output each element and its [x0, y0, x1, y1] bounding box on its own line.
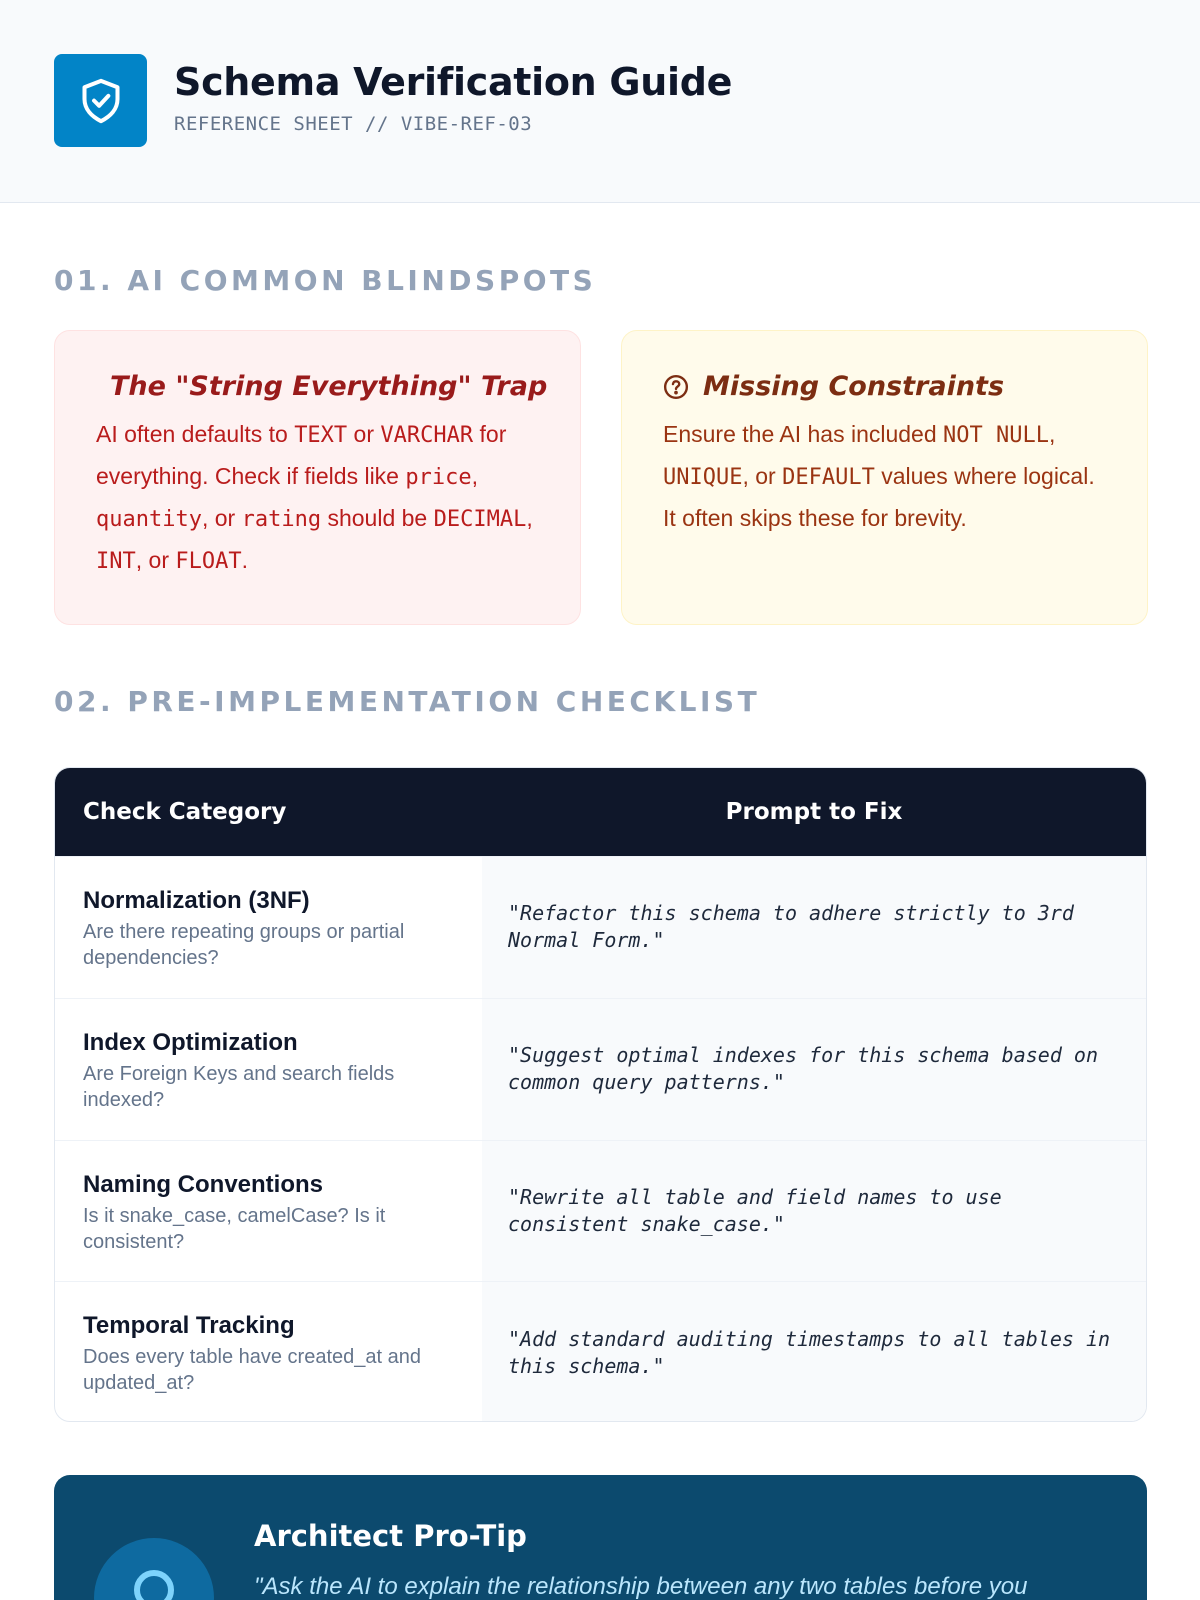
code-token: rating [241, 507, 322, 532]
card-title [663, 371, 1107, 402]
code-token: DECIMAL [433, 507, 527, 532]
logo [54, 54, 147, 147]
pro-tip-banner [54, 1475, 1147, 1600]
question-circle-icon [663, 374, 689, 400]
code-token: price [405, 465, 472, 490]
code-token: UNIQUE [663, 465, 743, 490]
section-heading-blindspots: 01. AI COMMON BLINDSPOTS [54, 264, 597, 297]
code-token: quantity [96, 507, 202, 532]
card-title [96, 371, 548, 402]
body-text: , [1049, 421, 1056, 447]
code-token: DEFAULT [782, 465, 875, 490]
column-header-category: Check Category [83, 799, 287, 825]
code-token: NOT NULL [943, 423, 1049, 448]
tip-title: Architect Pro-Tip [254, 1519, 527, 1553]
code-token: INT [96, 549, 136, 574]
checklist-table [54, 767, 1147, 1422]
body-text: for everything. Check if fields like [96, 421, 507, 489]
body-text: AI often defaults to [96, 421, 295, 447]
table-row [55, 856, 1146, 998]
category-cell [55, 999, 482, 1140]
code-token: FLOAT [175, 549, 242, 574]
table-row [55, 1140, 1146, 1282]
card-body [663, 414, 1107, 538]
page-subtitle: REFERENCE SHEET // VIBE-REF-03 [174, 113, 533, 135]
page-title: Schema Verification Guide [174, 60, 733, 104]
section-heading-checklist: 02. PRE-IMPLEMENTATION CHECKLIST [54, 685, 761, 718]
category-cell [55, 1282, 482, 1422]
shield-check-icon [79, 77, 123, 125]
check-description: Does every table have created_at and updated_at? [83, 1346, 421, 1395]
prompt-cell: "Suggest optimal indexes for this schema based on common query patterns." [482, 999, 1146, 1140]
body-text: Ensure the AI has included [663, 421, 944, 447]
check-description: Is it snake_case, camelCase? Is it consistent? [83, 1204, 386, 1253]
prompt-cell: "Rewrite all table and field names to use consistent snake_case." [482, 1141, 1146, 1282]
body-text: values where logical. It often skips these for brevity. [663, 463, 1095, 531]
category-cell [55, 1141, 482, 1282]
body-text: , or [201, 505, 242, 531]
card-title-text: Missing Constraints [703, 371, 1005, 402]
category-cell [55, 857, 482, 998]
body-text: or [347, 421, 381, 447]
check-title: Naming Conventions [83, 1170, 324, 1198]
blindspot-card-string-trap [54, 330, 581, 625]
table-row [55, 998, 1146, 1140]
body-text: . [241, 547, 248, 573]
page-header [0, 0, 1200, 203]
body-text: , [526, 505, 533, 531]
code-token: TEXT [294, 423, 348, 448]
check-title: Index Optimization [83, 1028, 298, 1056]
prompt-cell: "Add standard auditing timestamps to all tables in this schema." [482, 1282, 1146, 1422]
body-text: , [471, 463, 478, 489]
code-token: VARCHAR [380, 423, 474, 448]
check-description: Are there repeating groups or partial dependencies? [83, 921, 405, 969]
body-text: , or [742, 463, 783, 489]
search-icon [94, 1538, 214, 1600]
check-title: Temporal Tracking [83, 1312, 295, 1340]
card-body [96, 414, 540, 582]
body-text: , or [135, 547, 176, 573]
check-description: Are Foreign Keys and search fields indexed? [83, 1062, 395, 1111]
card-title-text: The "String Everything" Trap [110, 371, 548, 402]
table-header [55, 768, 1146, 856]
table-row [55, 1281, 1146, 1422]
check-title: Normalization (3NF) [83, 887, 310, 914]
blindspot-card-missing-constraints [621, 330, 1148, 625]
tip-text: "Ask the AI to explain the relationship between any two tables before you [254, 1573, 1028, 1600]
prompt-cell: "Refactor this schema to adhere strictly to 3rd Normal Form." [482, 857, 1146, 998]
column-header-prompt: Prompt to Fix [725, 799, 903, 825]
body-text: should be [321, 505, 434, 531]
